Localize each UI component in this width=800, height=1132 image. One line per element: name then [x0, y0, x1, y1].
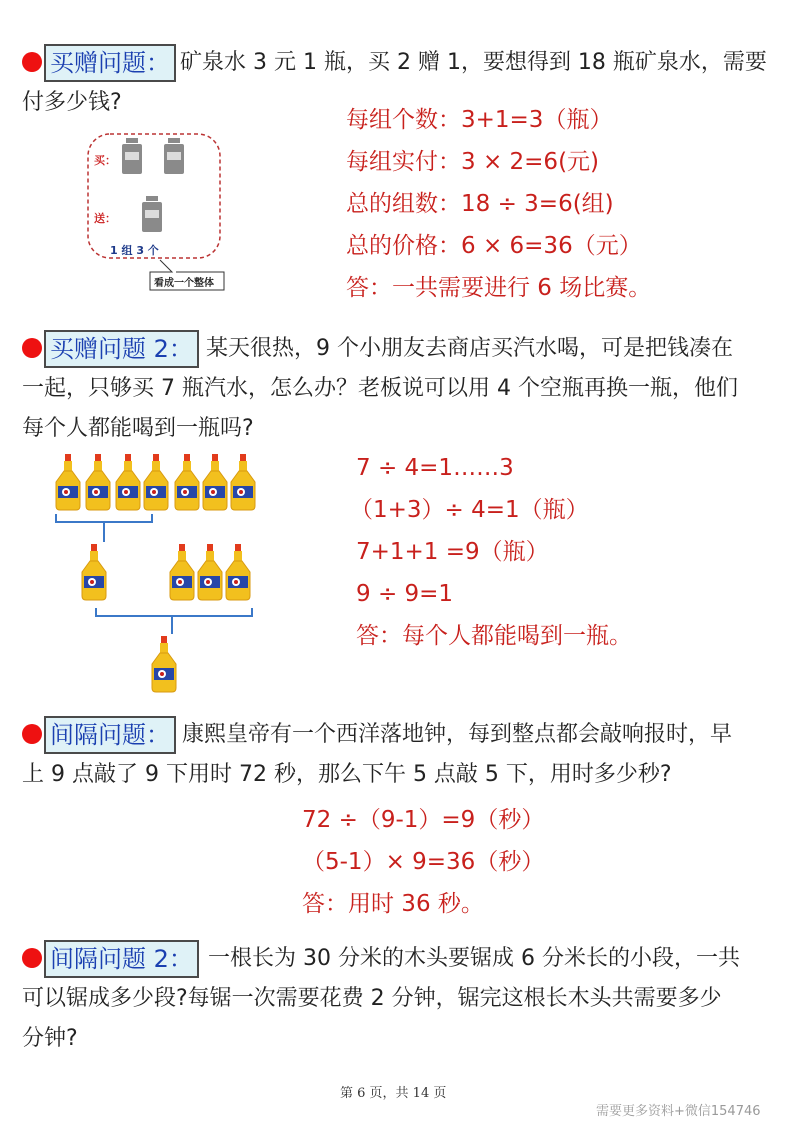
problem-text: 矿泉水 3 元 1 瓶，买 2 赠 1，要想得到 18 瓶矿泉水，需要	[180, 50, 767, 75]
page-footer: 第 6 页，共 14 页	[340, 1086, 447, 1101]
solution-line: 答：用时 36 秒。	[302, 891, 484, 917]
solution-line: 72 ÷（9-1）=9（秒）	[302, 807, 545, 833]
problem-text: 一起，只够买 7 瓶汽水，怎么办？老板说可以用 4 个空瓶再换一瓶，他们	[22, 376, 738, 401]
problem-text: 可以锯成多少段?每锯一次需要花费 2 分钟，锯完这根长木头共需要多少	[22, 986, 722, 1011]
problem-text: 某天很热，9 个小朋友去商店买汽水喝，可是把钱凑在	[206, 336, 733, 361]
solution-line: 答：每个人都能喝到一瓶。	[356, 623, 632, 649]
solution-line: 7 ÷ 4=1……3	[356, 455, 514, 481]
problem-text: 分钟?	[22, 1026, 78, 1051]
solution-line: （1+3）÷ 4=1（瓶）	[350, 497, 589, 523]
problem-text: 付多少钱?	[22, 90, 122, 115]
red-bullet-icon	[22, 948, 42, 968]
section-tag: 买赠问题：	[44, 44, 176, 82]
red-bullet-icon	[22, 338, 42, 358]
solution-line: 总的价格：6 × 6=36（元）	[346, 233, 642, 259]
solution-line: 7+1+1 =9（瓶）	[356, 539, 549, 565]
bottle-exchange-figure	[40, 450, 300, 700]
solution-line: 总的组数：18 ÷ 3=6(组)	[346, 191, 614, 217]
section-tag: 买赠问题 2：	[44, 330, 199, 368]
buy-label: 买：	[94, 154, 116, 167]
red-bullet-icon	[22, 52, 42, 72]
gift-label: 送：	[94, 212, 116, 225]
callout-label: 看成一个整体	[154, 278, 214, 289]
solution-line: 每组实付：3 × 2=6(元)	[346, 149, 600, 175]
red-bullet-icon	[22, 724, 42, 744]
problem-text: 上 9 点敲了 9 下用时 72 秒，那么下午 5 点敲 5 下，用时多少秒?	[22, 762, 672, 787]
solution-line: 每组个数：3+1=3（瓶）	[346, 107, 613, 133]
group-label: 1 组 3 个	[110, 244, 159, 257]
problem-text: 康熙皇帝有一个西洋落地钟，每到整点都会敲响报时，早	[182, 722, 733, 747]
problem-text: 一根长为 30 分米的木头要锯成 6 分米长的小段，一共	[208, 946, 740, 971]
section-tag: 间隔问题 2：	[44, 940, 199, 978]
solution-line: （5-1）× 9=36（秒）	[302, 849, 545, 875]
buy-gift-figure	[80, 128, 230, 298]
solution-line: 9 ÷ 9=1	[356, 581, 454, 607]
problem-text: 每个人都能喝到一瓶吗?	[22, 416, 254, 441]
solution-line: 答：一共需要进行 6 场比赛。	[346, 275, 652, 301]
section-tag: 间隔问题：	[44, 716, 176, 754]
watermark: 需要更多资料+微信154746	[596, 1104, 761, 1119]
